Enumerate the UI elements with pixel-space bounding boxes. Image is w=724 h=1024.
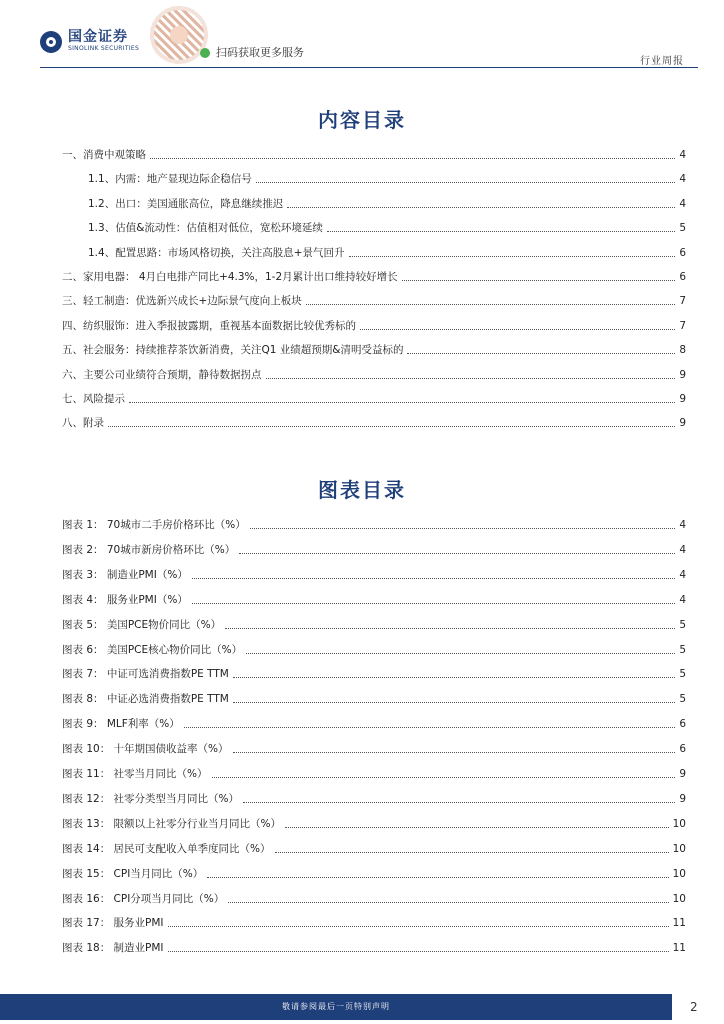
dot-leader — [129, 402, 675, 403]
contents-entry-page: 9 — [679, 368, 686, 381]
figures-entry[interactable] — [62, 941, 686, 955]
contents-entry-page: 4 — [679, 197, 686, 210]
dot-leader — [275, 852, 669, 853]
figures-entry-page: 4 — [679, 543, 686, 556]
contents-entry-label: 三、轻工制造：优选新兴成长+边际景气度向上板块 — [62, 295, 302, 308]
figures-entry[interactable] — [62, 667, 686, 681]
footer-disclaimer: 敬请参阅最后一页特别声明 — [282, 1002, 390, 1011]
dot-leader — [306, 304, 676, 305]
contents-entry-label: 一、消费中观策略 — [62, 149, 146, 161]
contents-entry[interactable] — [62, 368, 686, 382]
figures-entry[interactable] — [62, 867, 686, 881]
contents-entry-label: 1.4、配置思路：市场风格切换，关注高股息+景气回升 — [88, 246, 345, 259]
dot-leader — [233, 677, 675, 678]
company-logo — [40, 30, 139, 53]
dot-leader — [250, 528, 676, 529]
figures-entry-label: 图表 13： 限额以上社零分行业当月同比（%） — [62, 817, 282, 830]
contents-entry-label: 1.3、估值&流动性：估值相对低位，宽松环境延续 — [88, 222, 323, 235]
dot-leader — [360, 329, 675, 330]
dot-leader — [243, 802, 675, 803]
contents-entry-page: 4 — [679, 173, 686, 186]
contents-entry-label: 1.2、出口：美国通胀高位，降息继续推迟 — [88, 197, 284, 210]
logo-icon — [40, 31, 62, 53]
figures-entry[interactable] — [62, 618, 686, 632]
dot-leader — [212, 777, 676, 778]
figures-entry-page: 6 — [679, 718, 686, 731]
dot-leader — [349, 256, 676, 257]
logo-name-en: SINOLINK SECURITIES — [68, 45, 140, 52]
figures-entry-page: 10 — [672, 892, 686, 905]
logo-name-cn: 国金证券 — [68, 29, 128, 45]
figures-entry-label: 图表 18： 制造业PMI — [62, 942, 164, 955]
contents-entry-label: 六、主要公司业绩符合预期，静待数据拐点 — [62, 368, 262, 381]
dot-leader — [407, 353, 675, 354]
dot-leader — [207, 877, 668, 878]
footer-bar — [0, 994, 672, 1020]
figures-entry-page: 9 — [679, 768, 686, 780]
dot-leader — [287, 207, 675, 208]
dot-leader — [285, 827, 669, 828]
scan-prompt: 扫码获取更多服务 — [216, 46, 304, 59]
dot-leader — [233, 702, 675, 703]
figures-entry[interactable] — [62, 692, 686, 706]
figures-entry-label: 图表 6： 美国PCE核心物价同比（%） — [62, 643, 243, 656]
figures-entry[interactable] — [62, 767, 686, 781]
contents-entry[interactable] — [88, 221, 686, 235]
contents-entry-page: 6 — [679, 271, 686, 283]
contents-entry-label: 五、社会服务：持续推荐茶饮新消费，关注Q1 业绩超预期&清明受益标的 — [62, 344, 404, 357]
figures-entry-label: 图表 12： 社零分类型当月同比（%） — [62, 792, 240, 805]
contents-entry-page: 7 — [679, 295, 686, 308]
figures-entry[interactable] — [62, 842, 686, 856]
page-header — [0, 0, 724, 70]
figures-entry-page: 5 — [679, 693, 686, 706]
contents-entry[interactable] — [62, 270, 686, 284]
page-number: 2 — [690, 1000, 698, 1014]
wechat-badge-icon — [200, 48, 210, 58]
figures-entry-page: 10 — [672, 817, 686, 830]
contents-entry-label: 1.1、内需：地产显现边际企稳信号 — [88, 173, 252, 186]
contents-entry[interactable] — [62, 416, 686, 430]
figures-entry-page: 10 — [672, 867, 686, 880]
figures-entry-label: 图表 8： 中证必选消费指数PE TTM — [62, 693, 229, 706]
dot-leader — [192, 578, 675, 579]
figures-entry[interactable] — [62, 892, 686, 906]
figures-entry[interactable] — [62, 518, 686, 532]
figures-entry-page: 4 — [679, 519, 686, 531]
dot-leader — [239, 553, 675, 554]
figures-entry-label: 图表 9： MLF利率（%） — [62, 718, 180, 731]
dot-leader — [256, 182, 676, 183]
contents-entry[interactable] — [62, 148, 686, 162]
contents-entry[interactable] — [88, 197, 686, 211]
figures-entry-page: 5 — [679, 618, 686, 631]
figures-entry-page: 11 — [672, 942, 686, 955]
figures-entry-label: 图表 16： CPI分项当月同比（%） — [62, 892, 225, 905]
dot-leader — [168, 926, 669, 927]
figures-entry-label: 图表 11： 社零当月同比（%） — [62, 768, 208, 780]
contents-entry-label: 二、家用电器： 4月白电排产同比+4.3%，1-2月累计出口维持较好增长 — [62, 271, 398, 283]
figures-entry-page: 4 — [679, 593, 686, 606]
dot-leader — [266, 378, 676, 379]
figures-entry[interactable] — [62, 593, 686, 607]
contents-entry[interactable] — [62, 343, 686, 357]
contents-entry[interactable] — [62, 319, 686, 333]
figures-entry-label: 图表 14： 居民可支配收入单季度同比（%） — [62, 842, 271, 855]
dot-leader — [168, 951, 669, 952]
figures-entry[interactable] — [62, 717, 686, 731]
contents-entry-label: 八、附录 — [62, 417, 104, 430]
dot-leader — [233, 752, 676, 753]
contents-entry[interactable] — [88, 246, 686, 260]
figures-entry[interactable] — [62, 643, 686, 657]
figures-entry-page: 11 — [672, 917, 686, 930]
figures-entry-page: 5 — [679, 643, 686, 656]
figures-entry[interactable] — [62, 792, 686, 806]
figures-entry-label: 图表 17： 服务业PMI — [62, 917, 164, 930]
contents-entry-page: 5 — [679, 222, 686, 235]
contents-entry-label: 七、风险提示 — [62, 393, 125, 405]
figures-entry-label: 图表 15： CPI当月同比（%） — [62, 867, 204, 880]
contents-title: 内容目录 — [318, 108, 406, 132]
figures-entry[interactable] — [62, 543, 686, 557]
header-divider — [40, 67, 698, 68]
figures-entry[interactable] — [62, 817, 686, 831]
contents-entry[interactable] — [62, 294, 686, 308]
contents-entry-label: 四、纺织服饰：进入季报披露期，重视基本面数据比较优秀标的 — [62, 319, 356, 332]
page-footer — [0, 994, 724, 1024]
contents-entry-page: 9 — [679, 393, 686, 405]
figures-entry-label: 图表 2： 70城市新房价格环比（%） — [62, 543, 236, 556]
contents-entry-page: 4 — [679, 149, 686, 161]
dot-leader — [228, 902, 668, 903]
dot-leader — [246, 653, 675, 654]
qr-code-icon[interactable] — [150, 6, 208, 64]
dot-leader — [402, 280, 676, 281]
dot-leader — [192, 603, 675, 604]
figures-entry[interactable] — [62, 916, 686, 930]
figures-entry-label: 图表 3： 制造业PMI（%） — [62, 568, 188, 581]
figures-entry-label: 图表 10： 十年期国债收益率（%） — [62, 743, 229, 756]
dot-leader — [150, 158, 675, 159]
contents-entry-page: 9 — [679, 417, 686, 430]
figures-entry-page: 5 — [679, 668, 686, 681]
contents-entry-page: 8 — [679, 344, 686, 357]
dot-leader — [108, 426, 675, 427]
figures-title: 图表目录 — [318, 478, 406, 502]
figures-entry-page: 9 — [679, 792, 686, 805]
dot-leader — [184, 727, 676, 728]
contents-entry-page: 6 — [679, 246, 686, 259]
contents-entry-page: 7 — [679, 319, 686, 332]
figures-entry-label: 图表 5： 美国PCE物价同比（%） — [62, 618, 222, 631]
contents-entry[interactable] — [62, 392, 686, 406]
contents-entry[interactable] — [88, 172, 686, 186]
figures-entry[interactable] — [62, 742, 686, 756]
dot-leader — [225, 628, 675, 629]
figures-entry-page: 4 — [679, 568, 686, 581]
figures-entry[interactable] — [62, 568, 686, 582]
dot-leader — [327, 231, 675, 232]
figures-entry-label: 图表 4： 服务业PMI（%） — [62, 593, 188, 606]
report-category: 行业周报 — [640, 56, 684, 67]
figures-entry-label: 图表 7： 中证可选消费指数PE TTM — [62, 668, 229, 681]
figures-entry-page: 10 — [672, 842, 686, 855]
figures-entry-page: 6 — [679, 743, 686, 756]
figures-entry-label: 图表 1： 70城市二手房价格环比（%） — [62, 519, 246, 531]
